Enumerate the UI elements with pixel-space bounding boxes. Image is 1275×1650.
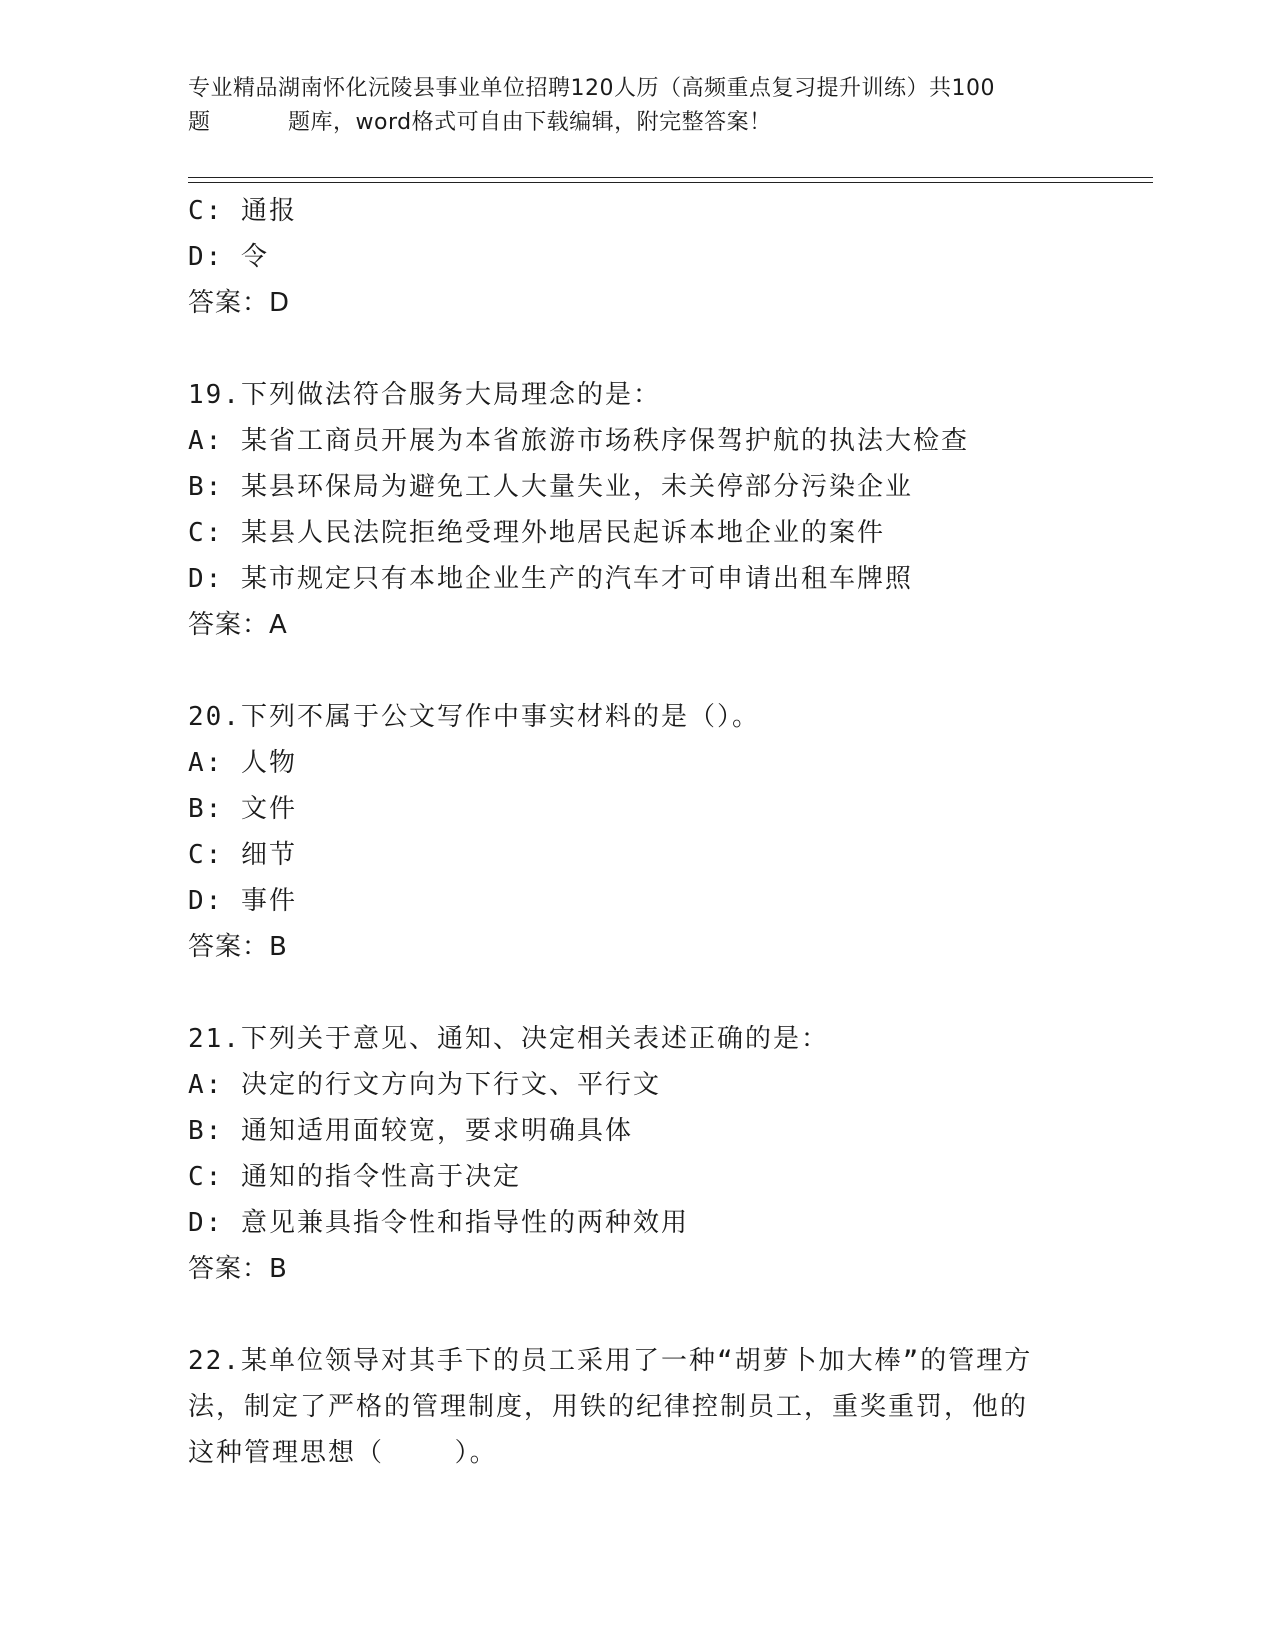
- q19-option-b: B: 某县环保局为避免工人大量失业，未关停部分污染企业: [188, 472, 913, 502]
- q20-option-a: A: 人物: [188, 748, 297, 778]
- spacer: [188, 970, 1088, 1016]
- q20-option-d: D: 事件: [188, 886, 297, 916]
- q19-option-a: A: 某省工商员开展为本省旅游市场秩序保驾护航的执法大检查: [188, 426, 969, 456]
- q21-option-b: B: 通知适用面较宽，要求明确具体: [188, 1116, 633, 1146]
- q22-stem-line2: 法，制定了严格的管理制度，用铁的纪律控制员工，重奖重罚，他的: [188, 1392, 1029, 1422]
- question-list: [188, 188, 1088, 1476]
- header-title-line1: 专业精品湖南怀化沅陵县事业单位招聘120人历（高频重点复习提升训练）共100: [188, 76, 995, 101]
- q19-stem: 19.下列做法符合服务大局理念的是：: [188, 380, 661, 410]
- q20-option-b: B: 文件: [188, 794, 297, 824]
- header-title-line2: [188, 106, 1088, 140]
- header-divider-bottom: [188, 182, 1153, 183]
- q21-option-a: A: 决定的行文方向为下行文、平行文: [188, 1070, 661, 1100]
- q18-option-d: D: 令: [188, 242, 269, 272]
- document-header: [188, 72, 1088, 140]
- q21-stem: 21.下列关于意见、通知、决定相关表述正确的是：: [188, 1024, 829, 1054]
- header-line2-text: 题库，word格式可自由下载编辑，附完整答案！: [288, 110, 772, 135]
- q20-answer: 答案：B: [188, 932, 288, 962]
- spacer: [188, 1292, 1088, 1338]
- q21-option-c: C: 通知的指令性高于决定: [188, 1162, 521, 1192]
- q19-answer: 答案：A: [188, 610, 288, 640]
- q19-option-c: C: 某县人民法院拒绝受理外地居民起诉本地企业的案件: [188, 518, 885, 548]
- spacer: [188, 326, 1088, 372]
- q21-option-d: D: 意见兼具指令性和指导性的两种效用: [188, 1208, 689, 1238]
- q18-option-c: C: 通报: [188, 196, 297, 226]
- q21-answer: 答案：B: [188, 1254, 288, 1284]
- q19-option-d: D: 某市规定只有本地企业生产的汽车才可申请出租车牌照: [188, 564, 913, 594]
- q22-stem-line3: 这种管理思想（ ）。: [188, 1438, 498, 1468]
- spacer: [188, 648, 1088, 694]
- q22-stem-line1: 22.某单位领导对其手下的员工采用了一种“胡萝卜加大棒”的管理方: [188, 1346, 1033, 1376]
- header-line2-lead: 题: [188, 110, 211, 135]
- q20-stem: 20.下列不属于公文写作中事实材料的是（）。: [188, 702, 760, 732]
- header-divider-top: [188, 177, 1153, 178]
- q20-option-c: C: 细节: [188, 840, 297, 870]
- q18-answer: 答案：D: [188, 288, 291, 318]
